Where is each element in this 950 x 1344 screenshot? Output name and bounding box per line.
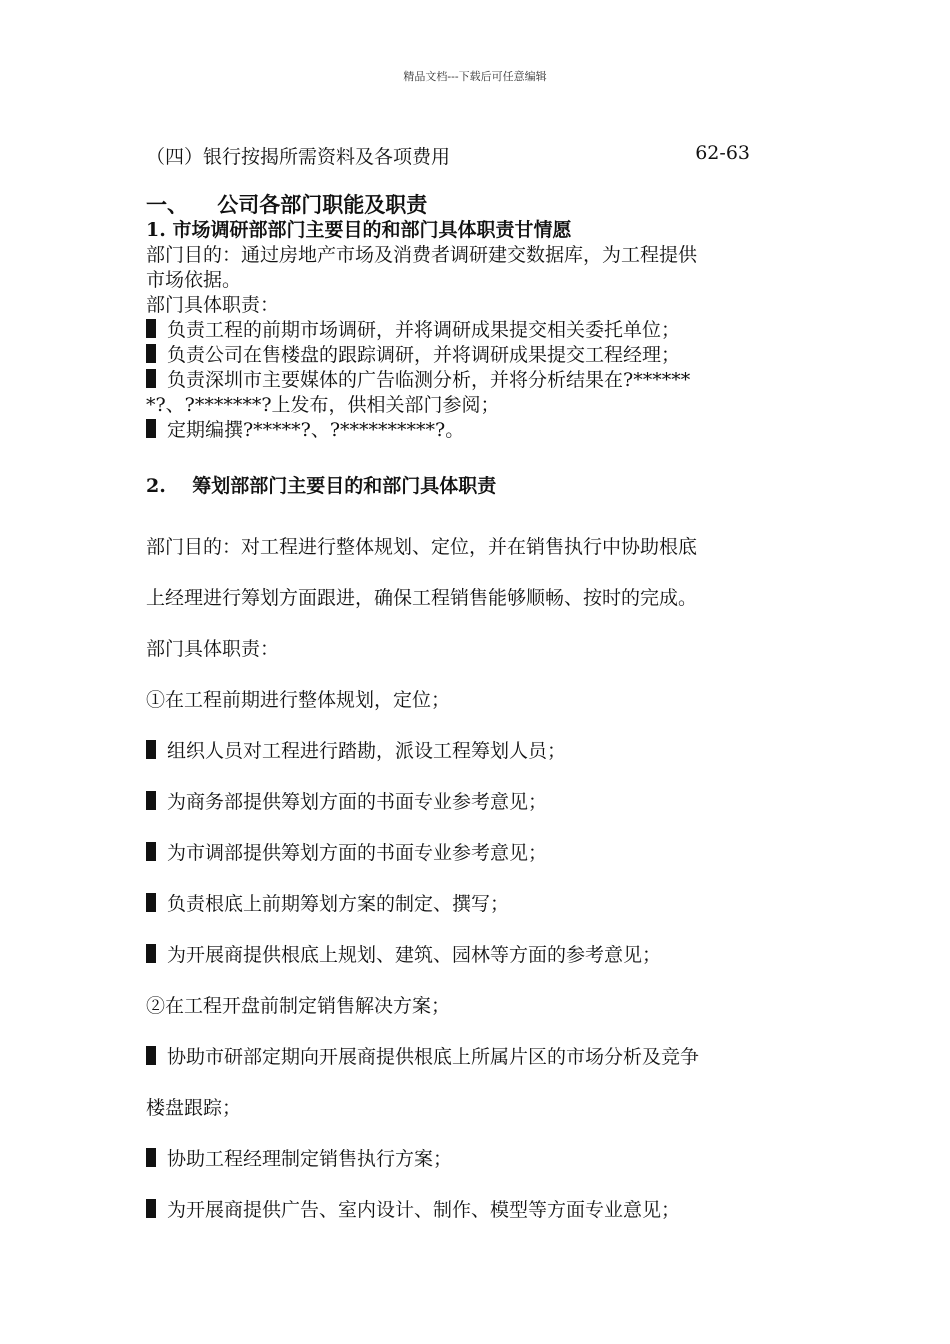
- list-item-cont: *?、?*******?上发布，供相关部门参阅；: [146, 394, 500, 416]
- section-heading: 2. 筹划部部门主要目的和部门具体职责: [146, 475, 497, 497]
- square-bullet-icon: [146, 740, 156, 759]
- square-bullet-icon: [146, 344, 156, 363]
- list-item: 负责公司在售楼盘的跟踪调研，并将调研成果提交工程经理；: [146, 343, 816, 368]
- duties-label: 部门具体职责：: [146, 294, 280, 316]
- list-item: 协助市研部定期向开展商提供根底上所属片区的市场分析及竞争: [146, 1032, 816, 1083]
- square-bullet-icon: [146, 1199, 156, 1218]
- purpose-line: 部门目的：通过房地产市场及消费者调研建交数据库，为工程提供: [146, 244, 698, 266]
- list-item: 负责工程的前期市场调研，并将调研成果提交相关委托单位；: [146, 318, 816, 343]
- list-item: 为开展商提供广告、室内设计、制作、模型等方面专业意见；: [146, 1185, 816, 1236]
- group-title: ①在工程前期进行整体规划，定位；: [146, 689, 451, 711]
- page-header-watermark: 精品文档---下载后可任意编辑: [403, 70, 547, 83]
- list-item: 为商务部提供筹划方面的书面专业参考意见；: [146, 777, 816, 828]
- list-item: 为开展商提供根底上规划、建筑、园林等方面的参考意见；: [146, 930, 816, 981]
- square-bullet-icon: [146, 944, 156, 963]
- list-item: 组织人员对工程进行踏勘，派设工程筹划人员；: [146, 726, 816, 777]
- purpose-line: 部门目的：对工程进行整体规划、定位，并在销售执行中协助根底: [146, 536, 698, 558]
- square-bullet-icon: [146, 1046, 156, 1065]
- list-item: 负责根底上前期筹划方案的制定、撰写；: [146, 879, 816, 930]
- subsection-heading: 1. 市场调研部部门主要目的和部门具体职责甘情愿: [146, 219, 572, 241]
- list-item: 协助工程经理制定销售执行方案；: [146, 1134, 816, 1185]
- square-bullet-icon: [146, 842, 156, 861]
- square-bullet-icon: [146, 1148, 156, 1167]
- list-item: 定期编撰?*****?、?**********?。: [146, 418, 816, 443]
- square-bullet-icon: [146, 791, 156, 810]
- section-planning: [146, 472, 816, 1236]
- square-bullet-icon: [146, 319, 156, 338]
- list-item: 为市调部提供筹划方面的书面专业参考意见；: [146, 828, 816, 879]
- square-bullet-icon: [146, 419, 156, 438]
- toc-page-numbers: 62-63: [695, 142, 750, 164]
- square-bullet-icon: [146, 893, 156, 912]
- purpose-line-cont: 上经理进行筹划方面跟进，确保工程销售能够顺畅、按时的完成。: [146, 587, 698, 609]
- purpose-line-cont: 市场依据。: [146, 269, 242, 291]
- section-heading: 一、 公司各部门职能及职责: [146, 192, 428, 217]
- list-item: 负责深圳市主要媒体的广告临测分析，并将分析结果在?******: [146, 368, 816, 393]
- duties-label: 部门具体职责：: [146, 638, 280, 660]
- toc-line: [146, 142, 766, 169]
- list-item-cont: 楼盘跟踪；: [146, 1097, 242, 1119]
- toc-entry-text: （四）银行按揭所需资料及各项费用: [146, 146, 451, 168]
- square-bullet-icon: [146, 369, 156, 388]
- group-title: ②在工程开盘前制定销售解决方案；: [146, 995, 451, 1017]
- section-market-research: [146, 191, 816, 443]
